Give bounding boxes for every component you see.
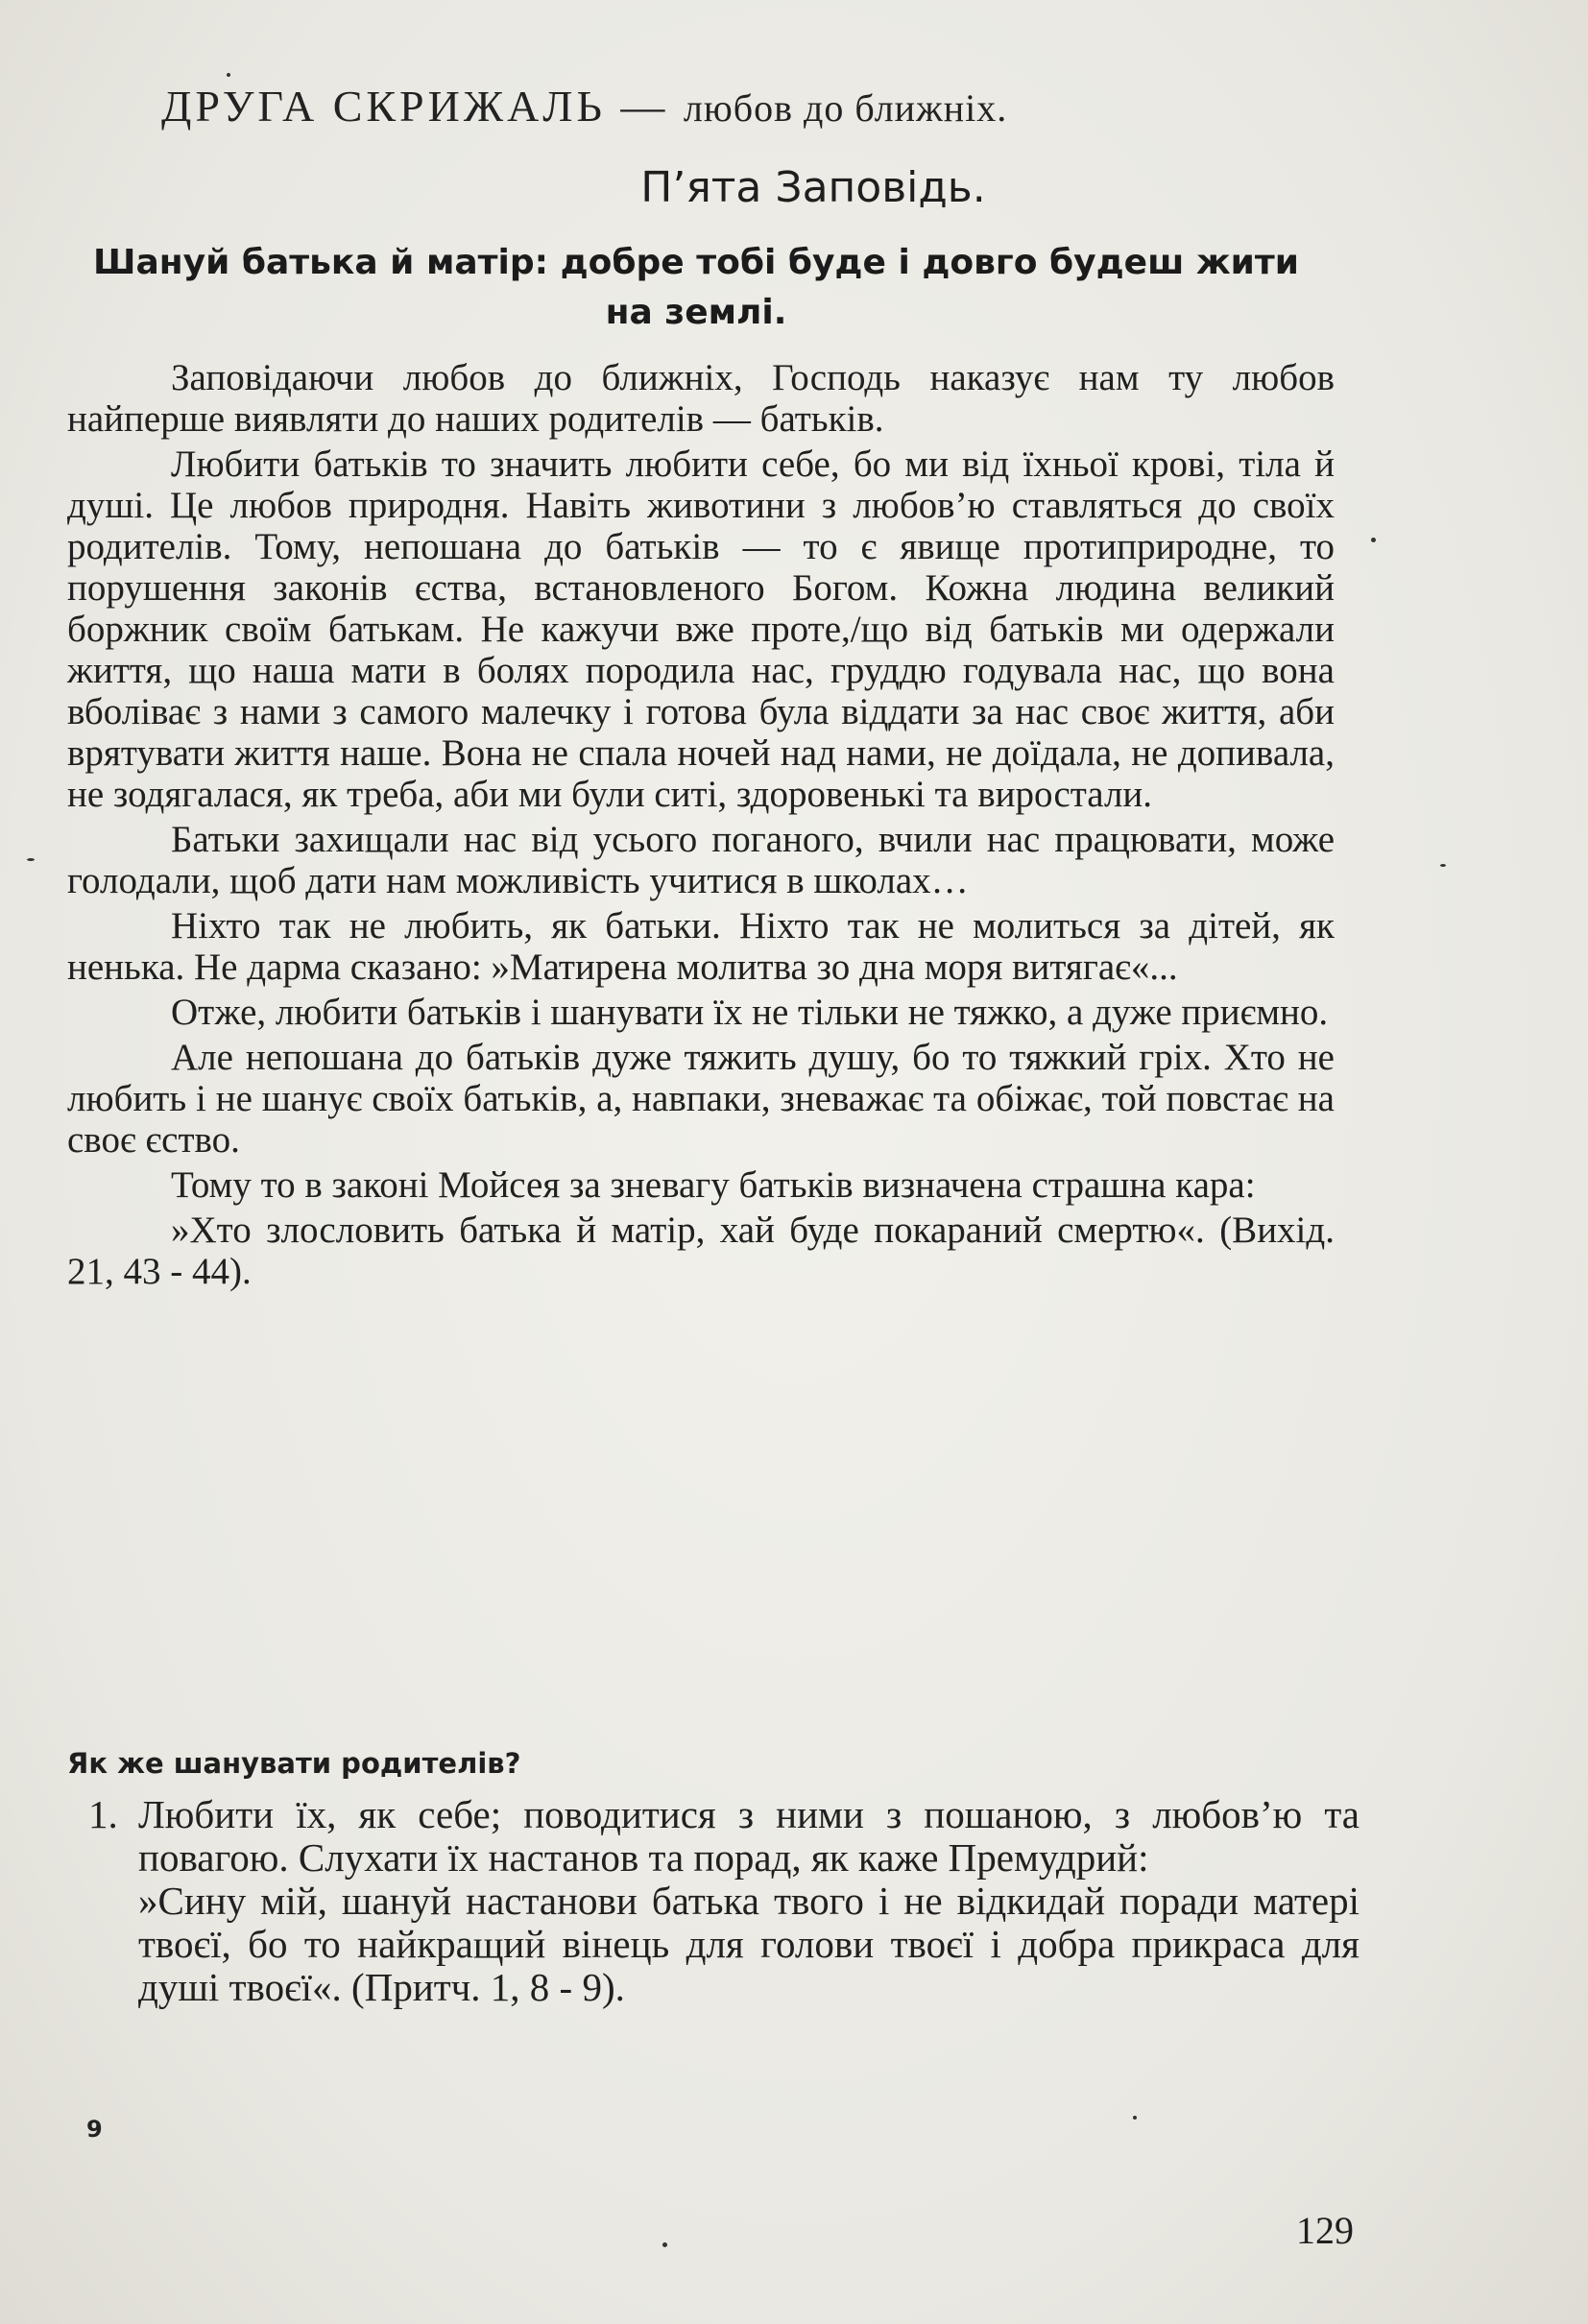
list-item-content [138,1793,1359,2009]
paragraph: Але непошана до батьків дуже тяжить душу, бо то тяжкий гріх. Хто не любить і не шанує своїх батьків, а, навпаки, зневажає та обіжає, той повстає на своє єство. [67,1037,1335,1161]
paragraph: Отже, любити батьків і шанувати їх не тільки не тяжко, а дуже приємно. [171,992,1329,1033]
paper-speck [27,858,35,861]
paper-speck [227,73,230,77]
commandment-heading: Шануй батька й матір: добре тобі буде і довго будеш жити на землі. [93,243,1299,332]
paper-speck [1440,864,1446,867]
list-item [88,1793,1359,2009]
paper-speck [662,2242,667,2247]
running-head-main: ДРУГА СКРИЖАЛЬ — [161,82,669,131]
running-head [161,81,1313,132]
paper-speck [1371,538,1376,542]
printer-signature-mark: 9 [86,2116,103,2143]
page-number: 129 [1296,2209,1354,2252]
list-item-quote: »Сину мій, шануй настанови батька твого і не відкидай поради матері твоєї, бо то найкращий вінець для голови твоєї і добра прикраса для душі твоєї«. (Притч. 1, 8 - 9). [138,1879,1359,2009]
paragraph: Тому то в законі Мойсея за зневагу батьків визначена страшна кара: [171,1164,1256,1206]
numbered-list [88,1793,1359,2009]
question-heading: Як же шанувати родителів? [67,1747,521,1780]
list-item-text: Любити їх, як себе; поводитися з ними з пошаною, з любов’ю та повагою. Слухати їх настанов та порад, як каже Премудрий: [138,1792,1359,1880]
body-text [67,357,1335,1296]
paper-speck [1133,2116,1137,2120]
list-item-number: 1. [88,1792,118,1836]
running-head-sub: любов до ближніх. [683,86,1008,130]
quote-paragraph: »Хто злословить батька й матір, хай буде покараний смертю«. (Вихід. 21, 43 - 44). [67,1210,1335,1292]
paragraph: Заповідаючи любов до ближніх, Господь наказує нам ту любов найперше виявляти до наших родителів — батьків. [67,357,1335,440]
paragraph: Ніхто так не любить, як батьки. Ніхто так не молиться за дітей, як ненька. Не дарма сказано: »Матирена молитва зо дна моря витягає«... [67,905,1335,988]
paragraph: Батьки захищали нас від усього поганого, вчили нас працювати, може голодали, щоб дати нам можливість учитися в школах… [67,819,1335,901]
paragraph: Любити батьків то значить любити себе, бо ми від їхньої крові, тіла й душі. Це любов природня. Навіть животини з любов’ю ставляться до своїх родителів. Тому, непошана до батьків — то є явище протиприродне, то порушення законів єства, встановленого Богом. Кожна людина великий боржник своїм батькам. Не кажучи вже проте,/що від батьків ми одержали життя, що наша мати в болях породила нас, груддю годувала нас, що вона вболіває з нами з самого малечку і готова була віддати за нас своє життя, аби врятувати життя наше. Вона не спала ночей над нами, не доїдала, не допивала, не зодягалася, як треба, аби ми були ситі, здоровенькі та виростали. [67,443,1335,815]
section-title: П’ята Заповідь. [640,163,986,212]
